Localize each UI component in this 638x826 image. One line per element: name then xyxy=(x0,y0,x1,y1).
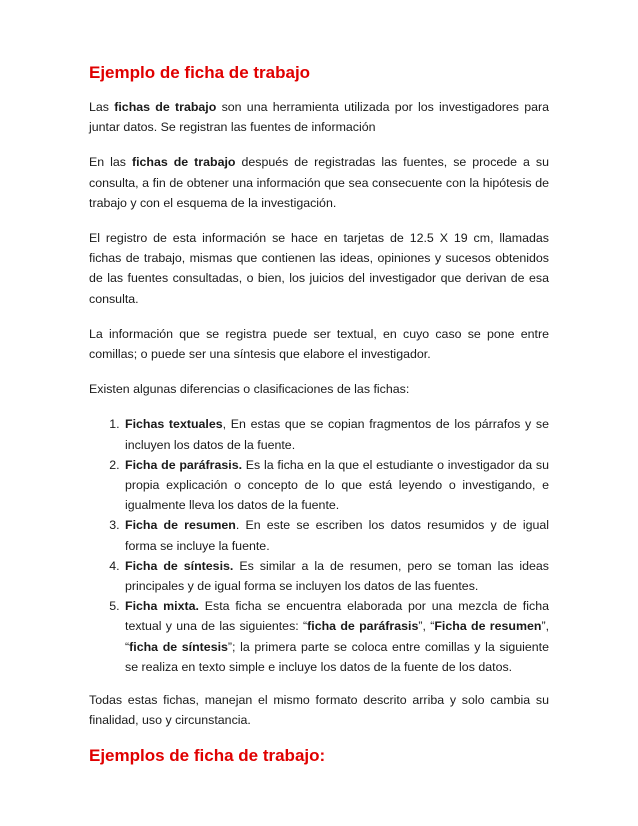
paragraph-consulta xyxy=(89,152,549,213)
list-item xyxy=(123,414,549,454)
list-item-desc: ”; la primera parte se coloca entre comillas y la siguiente se realiza en texto simple e incluye los datos de la fuente de los datos. xyxy=(125,639,549,674)
list-item-term: Fichas textuales xyxy=(125,417,223,432)
paragraph-registro: El registro de esta información se hace en tarjetas de 12.5 X 19 cm, llamadas fichas de trabajo, mismas que contienen las ideas, opiniones y sucesos obtenidos de las fuentes consultadas, o bien, los juicios del investigador que derivan de esa consulta. xyxy=(89,231,549,306)
section-subtitle: Ejemplos de ficha de trabajo: xyxy=(89,746,326,766)
text-span: son una herramienta utilizada por los investigadores para juntar datos. Se registran las fuentes de información xyxy=(89,100,550,135)
list-item xyxy=(123,556,549,596)
document-title: Ejemplo de ficha de trabajo xyxy=(89,63,311,82)
bold-term: fichas de trabajo xyxy=(114,100,217,114)
list-item-term: Ficha de resumen xyxy=(125,518,236,533)
paragraph-informacion: La información que se registra puede ser textual, en cuyo caso se pone entre comillas; o puede ser una síntesis que elabore el investigador. xyxy=(89,326,549,362)
text-span: después de registradas las fuentes, se procede a su consulta, a fin de obtener una información que sea consecuente con la hipótesis de trabajo y con el esquema de la investigación. xyxy=(89,155,549,210)
paragraph-clasificaciones: Existen algunas diferencias o clasificaciones de las fichas: xyxy=(89,382,410,397)
list-item-desc: Es la ficha en la que el estudiante o investigador da su propia explicación o concepto de lo que está leyendo o investigando, e igualmente lleva los datos de la fuente. xyxy=(125,457,549,513)
list-item xyxy=(123,455,549,516)
list-item xyxy=(123,596,549,677)
paragraph-intro xyxy=(89,97,549,137)
list-item xyxy=(123,515,549,555)
quoted-term: ficha de paráfrasis xyxy=(307,619,419,634)
list-item-desc: , En estas que se copian fragmentos de los párrafos y se incluyen los datos de la fuente. xyxy=(125,417,549,452)
list-item-desc: Es similar a la de resumen, pero se toman las ideas principales y de igual forma se incluyen los datos de las fuentes. xyxy=(125,558,550,594)
text-span: Las xyxy=(89,100,115,114)
paragraph-closing: Todas estas fichas, manejan el mismo formato descrito arriba y solo cambia su finalidad, uso y circunstancia. xyxy=(89,693,549,728)
list-item-desc: ”, “ xyxy=(125,619,550,654)
list-item-term: Ficha mixta. xyxy=(125,599,199,614)
bold-term: fichas de trabajo xyxy=(131,155,236,170)
list-item-desc: ”, “ xyxy=(418,619,435,634)
list-item-term: Ficha de síntesis. xyxy=(125,558,234,573)
quoted-term: ficha de síntesis xyxy=(129,639,228,654)
list-item-desc: Esta ficha se encuentra elaborada por una mezcla de ficha textual y una de las siguientes: “ xyxy=(125,599,549,634)
list-item-desc: . En este se escriben los datos resumidos y de igual forma se incluye la fuente. xyxy=(125,518,549,553)
document-page xyxy=(89,62,549,767)
fichas-list xyxy=(89,414,549,677)
text-span: En las xyxy=(89,155,132,170)
list-item-term: Ficha de paráfrasis. xyxy=(125,457,243,472)
quoted-term: Ficha de resumen xyxy=(434,619,542,634)
